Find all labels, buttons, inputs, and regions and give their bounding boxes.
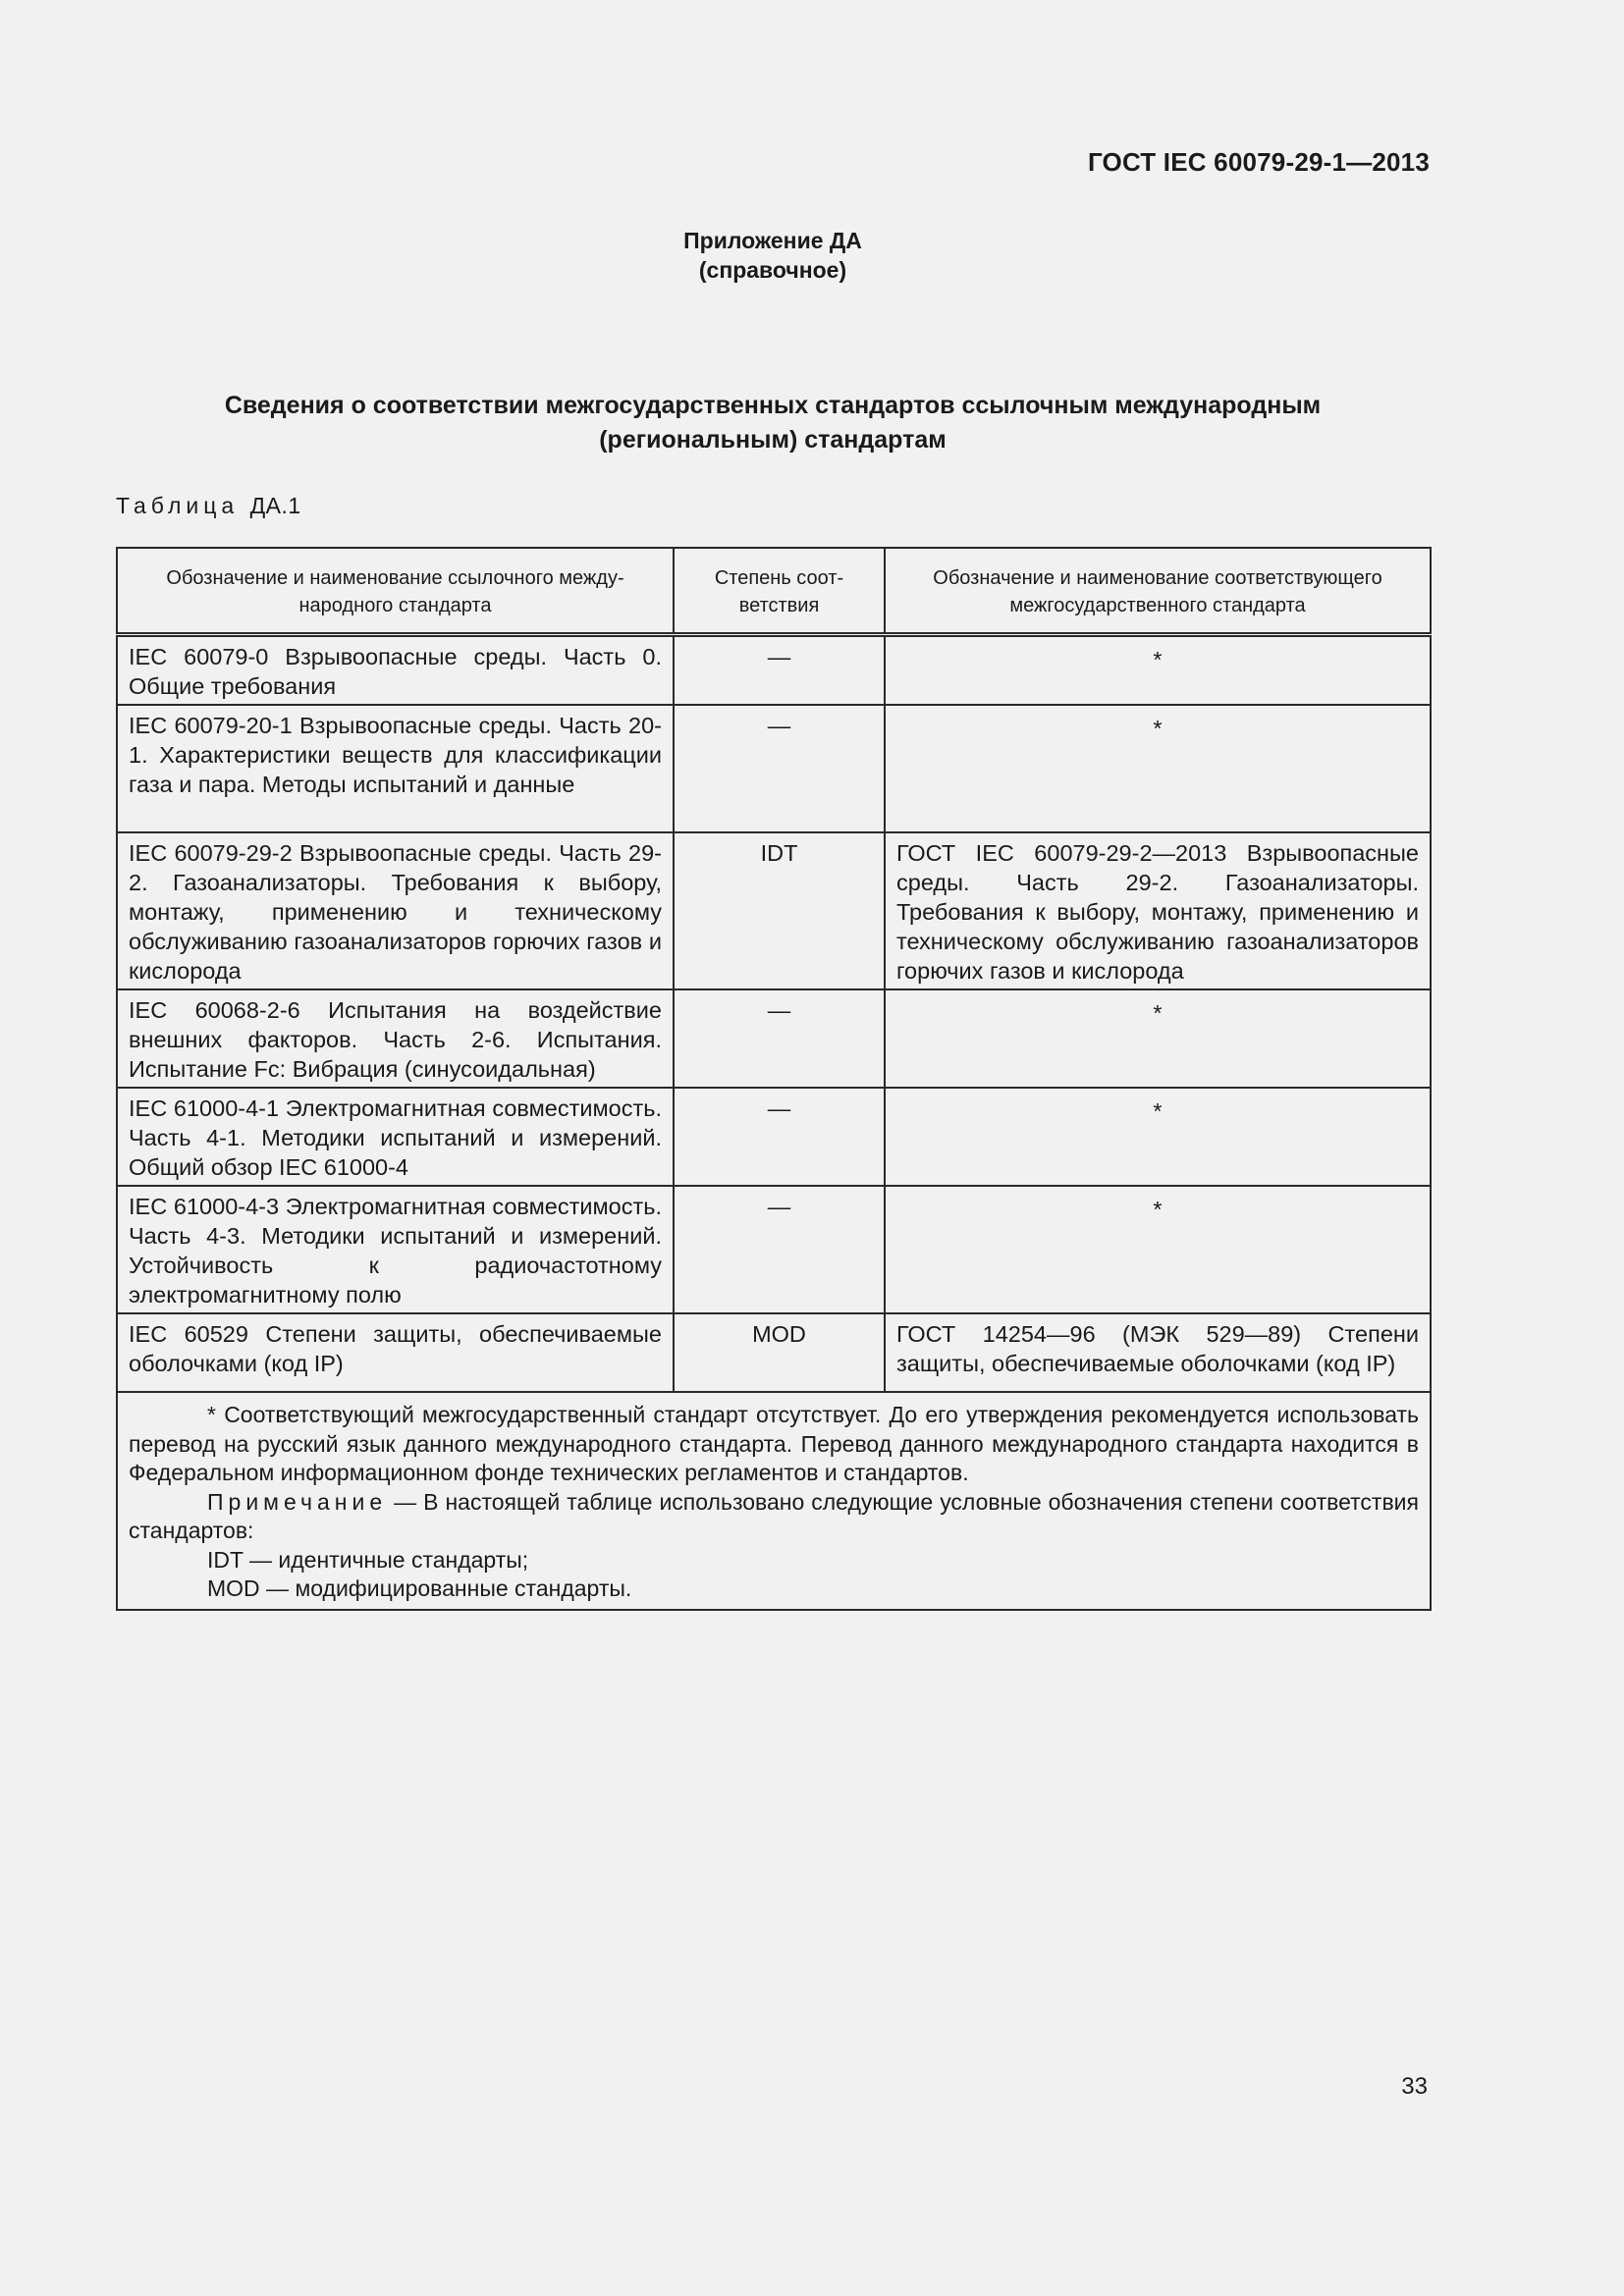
appendix-heading — [0, 226, 1545, 285]
header-col3-line1: Обозначение и наименование соответствующего — [933, 567, 1382, 589]
cell-degree: — — [674, 635, 885, 706]
cell-interstate: ГОСТ 14254—96 (МЭК 529—89) Степени защиты, обеспечиваемые оболочками (код IP) — [885, 1313, 1431, 1392]
appendix-subtitle: (справочное) — [698, 257, 847, 283]
header-col2-line2: ветствия — [738, 595, 820, 616]
header-col3-line2: межгосударственного стандарта — [1009, 595, 1306, 616]
table-row — [117, 1313, 1431, 1392]
table-notes-row — [117, 1392, 1431, 1610]
header-col1-line2: народного стандарта — [298, 595, 492, 616]
header-col1-line1: Обозначение и наименование ссылочного между- — [166, 567, 624, 589]
cell-international: IEC 60079-20-1 Взрывоопасные среды. Часть 20-1. Характеристики веществ для классификации газа и пара. Методы испытаний и данные — [117, 705, 674, 832]
note-label: Примечание — [207, 1488, 388, 1515]
conformity-table-wrapper — [116, 547, 1430, 1611]
table-row — [117, 832, 1431, 989]
legend-item-idt: IDT — идентичные стандарты; — [207, 1546, 529, 1573]
header-col2-line1: Степень соот- — [714, 567, 844, 589]
cell-degree: — — [674, 1088, 885, 1186]
cell-degree: — — [674, 989, 885, 1088]
legend-item-mod: MOD — модифицированные стандарты. — [207, 1575, 632, 1601]
cell-international: IEC 60068-2-6 Испытания на воздействие внешних факторов. Часть 2-6. Испытания. Испытание Fc: Вибрация (синусоидальная) — [117, 989, 674, 1088]
table-notes — [117, 1392, 1431, 1610]
page-number: 33 — [1401, 2073, 1428, 2100]
header-interstate-standard — [885, 548, 1431, 635]
section-title — [116, 389, 1430, 457]
cell-interstate: * — [885, 635, 1431, 706]
cell-international: IEC 60079-29-2 Взрывоопасные среды. Часть 29-2. Газоанализаторы. Требования к выбору, монтажу, применению и техническому обслуживанию газоанализаторов горючих газов и кислорода — [117, 832, 674, 989]
table-row — [117, 1088, 1431, 1186]
table-caption-number: ДА.1 — [249, 493, 301, 518]
cell-international: IEC 60529 Степени защиты, обеспечиваемые оболочками (код IP) — [117, 1313, 674, 1392]
table-caption — [116, 493, 301, 519]
cell-international: IEC 61000-4-3 Электромагнитная совместимость. Часть 4-3. Методики испытаний и измерений. Устойчивость к радиочастотному электромагнитному полю — [117, 1186, 674, 1313]
cell-international: IEC 61000-4-1 Электромагнитная совместимость. Часть 4-1. Методики испытаний и измерений. Общий обзор IEC 61000-4 — [117, 1088, 674, 1186]
table-caption-word: Таблица — [116, 493, 240, 518]
table-row — [117, 989, 1431, 1088]
cell-interstate: * — [885, 989, 1431, 1088]
conformity-table — [116, 547, 1432, 1611]
cell-interstate: * — [885, 1186, 1431, 1313]
table-row — [117, 705, 1431, 832]
header-international-standard — [117, 548, 674, 635]
cell-interstate: ГОСТ IEC 60079-29-2—2013 Взрывоопасные среды. Часть 29-2. Газоанализаторы. Требования к выбору, монтажу, применению и техническому обслуживанию газоанализаторов горючих газов и кислорода — [885, 832, 1431, 989]
cell-interstate: * — [885, 705, 1431, 832]
cell-degree: MOD — [674, 1313, 885, 1392]
table-row — [117, 1186, 1431, 1313]
footnote: * Соответствующий межгосударственный стандарт отсутствует. До его утверждения рекомендуется использовать перевод на русский язык данного международного стандарта. Перевод данного международного стандарта находится в Федеральном информационном фонде технических регламентов и стандартов. — [129, 1402, 1419, 1485]
cell-interstate: * — [885, 1088, 1431, 1186]
note-text: — В настоящей таблице использовано следующие условные обозначения степени соответствия стандартов: — [129, 1488, 1419, 1543]
cell-international: IEC 60079-0 Взрывоопасные среды. Часть 0. Общие требования — [117, 635, 674, 706]
section-title-line-1: Сведения о соответствии межгосударственных стандартов ссылочным международным — [224, 392, 1322, 419]
cell-degree: — — [674, 1186, 885, 1313]
document-code: ГОСТ IEC 60079-29-1—2013 — [1087, 147, 1430, 177]
table-header-row — [117, 548, 1431, 635]
header-degree-of-conformity — [674, 548, 885, 635]
section-title-line-2: (региональным) стандартам — [599, 426, 947, 454]
note — [129, 1488, 1419, 1546]
appendix-title: Приложение ДА — [683, 228, 862, 253]
table-row — [117, 635, 1431, 706]
cell-degree: IDT — [674, 832, 885, 989]
cell-degree: — — [674, 705, 885, 832]
